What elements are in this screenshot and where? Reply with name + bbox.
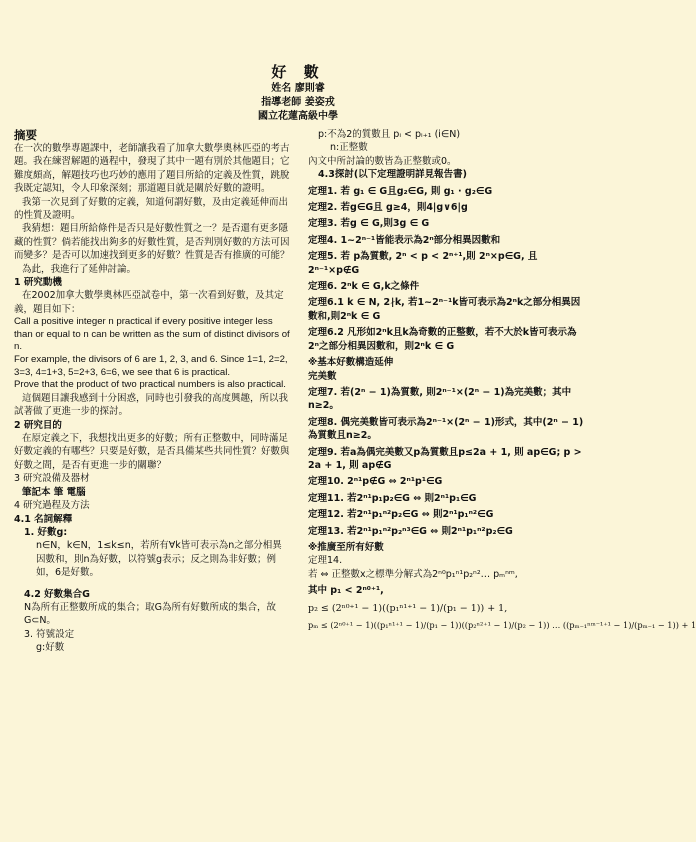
theorem-11: 定理11. 若2ⁿ¹p₁p₂∈G ⇔ 則2ⁿ¹p₁∈G — [308, 492, 477, 504]
definition-1-text: n∈N，k∈N，1≤k≤n，若所有∀k皆可表示為n之部分相異因數和，則n為好數，以符號g表示；反之則為非好數；例如，6是好數。 — [36, 540, 282, 579]
paper-title: 好 數 — [271, 63, 325, 81]
section-3-heading: 3 研究設備及器材 — [14, 473, 90, 485]
school-name: 國立花蓮高級中學 — [258, 111, 338, 122]
section-4-2-heading: 4.2 好數集合G — [24, 588, 90, 600]
theorem-14-condition: 其中 p₁ < 2ⁿ⁰⁺¹, — [308, 585, 384, 597]
theorem-3: 定理3. 若g ∈ G,則3g ∈ G — [308, 218, 430, 230]
section-4-1-heading: 4.1 名詞解釋 — [14, 513, 73, 525]
section-2-paragraph: 在原定義之下，我想找出更多的好數；所有正整數中，同時滿足好數定義的有哪些？只要是好數，是否具備某些共同性質？好數與好數之間，是否有更進一步的關聯？ — [14, 433, 290, 471]
section-1-heading: 1 研究動機 — [14, 277, 62, 289]
extension-note: ※基本好數構造延伸 — [308, 357, 394, 369]
theorem-7: 定理7. 若(2ⁿ − 1)為質數, 則2ⁿ⁻¹×(2ⁿ − 1)為完美數；其中n≥2。 — [308, 386, 572, 412]
abstract-paragraph-4: 為此，我進行了延伸討論。 — [22, 263, 137, 275]
section-3-items: 筆記本 筆 電腦 — [22, 486, 86, 498]
theorem-13: 定理13. 若2ⁿ¹p₁ⁿ²p₂ⁿ³∈G ⇔ 則2ⁿ¹p₁ⁿ²p₂∈G — [308, 525, 513, 537]
theorem-9: 定理9. 若a為偶完美數又p為質數且p≤2a + 1, 則 ap∈G; p > 2a + 1, 則 ap∉G — [308, 446, 582, 471]
theorem-6-2: 定理6.2 凡形如2ⁿk且k為奇數的正整數，若不大於k皆可表示為2ⁿ之部分相異因數和，則2ⁿk ∈ G — [308, 327, 577, 352]
abstract-paragraph-2: 我第一次見到了好數的定義，知道何謂好數，及由定義延伸而出的性質及證明。 — [14, 196, 289, 222]
section-1-paragraph-1: 在2002加拿大數學奧林匹亞試卷中，第一次看到好數，及其定義，題目如下： — [14, 290, 284, 315]
section-1-paragraph-2: 這個題目讓我感到十分困惑，同時也引發我的高度興趣，所以我試著做了更進一步的探討。 — [14, 392, 289, 418]
section-4-2-text: N為所有正整數所成的集合；取G為所有好數所成的集合，故G⊂N。 — [24, 601, 276, 627]
formula-p2: p₂ ≤ (2ⁿ⁰⁺¹ − 1)((p₁ⁿ¹⁺¹ − 1)/(p₁ − 1)) + 1, — [308, 602, 508, 614]
section-4-heading: 4 研究過程及方法 — [14, 500, 90, 512]
theorem-1: 定理1. 若 g₁ ∈ G且g₂∈G, 則 g₁ · g₂∈G — [308, 185, 493, 197]
problem-paragraph-2: For example, the divisors of 6 are 1, 2, 3, and 6. Since 1=1, 2=2, 3=3, 4=1+3, 5=2+3, 6=6, we see that 6 is practical. — [14, 354, 288, 378]
theorem-2: 定理2. 若g∈G且 g≥4，則4|g∨6|g — [308, 202, 468, 214]
problem-paragraph-3: Prove that the product of two practical numbers is also practical. — [14, 379, 286, 391]
paper-header — [0, 62, 596, 124]
symbol-p: p:不為2的質數且 pᵢ < pᵢ₊₁ (i∈N) — [318, 129, 461, 140]
theorem-14-heading: 定理14. — [308, 555, 343, 567]
symbol-g: g:好數 — [36, 642, 65, 654]
teacher-name: 指導老師 姜姿戎 — [261, 97, 335, 108]
theorem-10: 定理10. 2ⁿ¹p∉G ⇔ 2ⁿ¹p¹∈G — [308, 476, 443, 488]
theorem-6: 定理6. 2ⁿk ∈ G,k之條件 — [308, 281, 420, 293]
definition-1-title: 1. 好數g: — [24, 526, 68, 538]
right-column — [308, 128, 696, 636]
author-name: 姓名 廖則睿 — [271, 83, 325, 94]
theorem-6-1: 定理6.1 k ∈ N, 2∤k, 若1~2ⁿ⁻¹k皆可表示為2ⁿk之部分相異因數和,則2ⁿk ∈ G — [308, 297, 581, 322]
theorem-14-statement: 若 ⇔ 正整數x之標準分解式為2ⁿ⁰p₁ⁿ¹p₂ⁿ²… pₘⁿᵐ, — [308, 568, 518, 580]
theorem-4: 定理4. 1~2ⁿ⁻¹皆能表示為2ⁿ部分相異因數和 — [308, 234, 501, 246]
abstract-paragraph-3: 我猜想：題目所給條件是否只是好數性質之一？是否還有更多隱藏的性質？倘若能找出夠多的好數性質，是否判別好數的方法可因而變多？是否可以加速找到更多的好數？性質是否有推廣的可能？ — [14, 223, 290, 262]
symbol-n: n:正整數 — [330, 142, 368, 154]
abstract-heading: 摘要 — [14, 128, 37, 142]
left-column — [14, 128, 290, 655]
formula-pm: pₘ ≤ (2ⁿ⁰⁺¹ − 1)((p₁ⁿ¹⁺¹ − 1)/(p₁ − 1))((p₂ⁿ²⁺¹ − 1)/(p₂ − 1)) … ((pₘ₋₁ⁿᵐ⁻¹⁺¹ − 1)/(pₘ₋₁ − 1)) + 1 — [308, 620, 696, 630]
perfect-number-heading: 完美數 — [308, 370, 337, 382]
section-4-3-heading: 4.3探討(以下定理證明詳見報告書) — [318, 169, 468, 181]
abstract-paragraph-1: 在一次的數學專題課中，老師讓我看了加拿大數學奧林匹亞的考古題。我在練習解題的過程中，發現了其中一題有別於其他題目；它難度頗高，解題技巧也巧妙的應用了題目所給的定義及性質，跳脫我既定認知，令人印象深刻；那道題目就是關於好數的證明。 — [14, 143, 290, 195]
symbols-heading: 3. 符號設定 — [24, 628, 75, 640]
problem-paragraph-1: Call a positive integer n practical if every positive integer less than or equal to n can be written as the sum of distinct divisors of n. — [14, 316, 290, 353]
symbol-note: 內文中所討論的數皆為正整數或0。 — [308, 155, 457, 167]
section-2-heading: 2 研究目的 — [14, 419, 62, 431]
theorem-5: 定理5. 若 p為質數, 2ⁿ < p < 2ⁿ⁺¹,則 2ⁿ×p∈G, 且 2ⁿ⁻¹×p∉G — [308, 251, 538, 276]
theorem-8: 定理8. 偶完美數皆可表示為2ⁿ⁻¹×(2ⁿ − 1)形式，其中(2ⁿ − 1)為質數且n≥2。 — [308, 416, 584, 442]
generalization-note: ※推廣至所有好數 — [308, 541, 384, 553]
theorem-12: 定理12. 若2ⁿ¹p₁ⁿ²p₂∈G ⇔ 則2ⁿ¹p₁ⁿ²∈G — [308, 509, 494, 521]
